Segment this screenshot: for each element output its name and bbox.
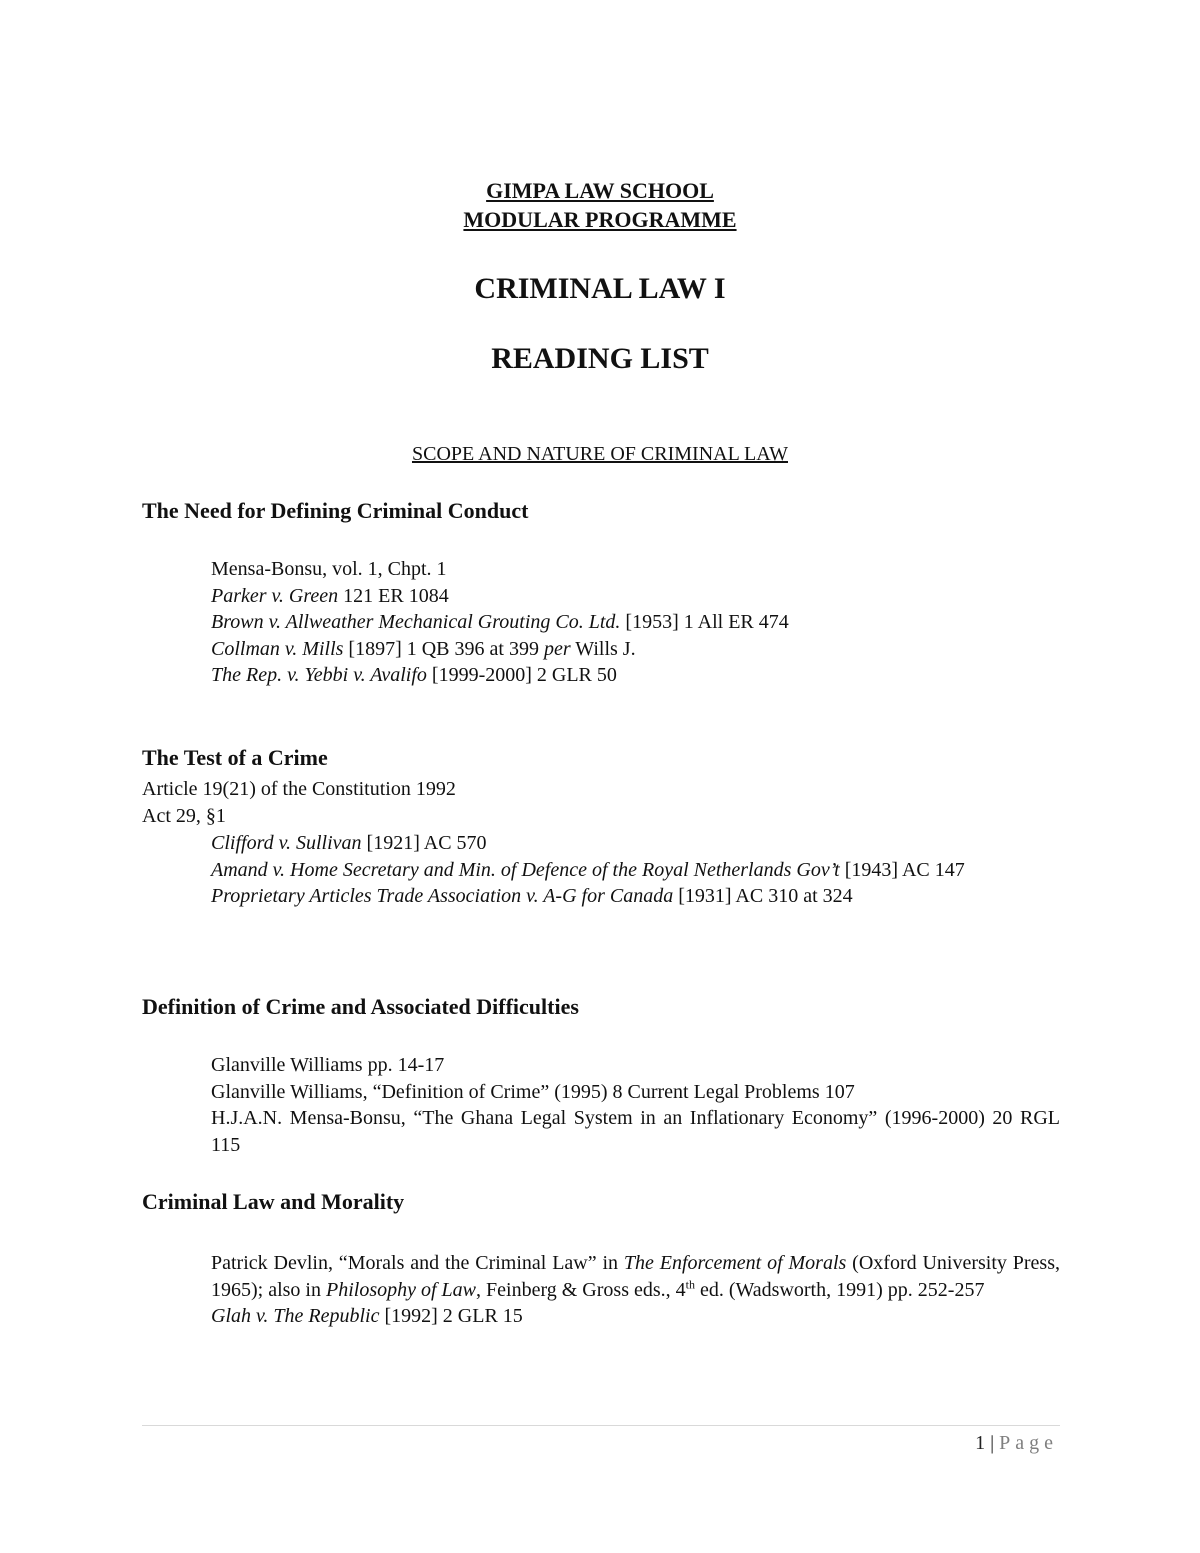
footer-divider: [142, 1425, 1060, 1426]
reading-group-definition: [211, 1052, 1060, 1158]
case-name: Amand v. Home Secretary and Min. of Defence of the Royal Netherlands Gov’t: [211, 858, 840, 881]
reading-group-need: [211, 556, 789, 689]
reading-item: Clifford v. Sullivan [1921] AC 570: [211, 832, 487, 854]
reading-list-title: READING LIST: [491, 342, 709, 375]
reading-item: Glanville Williams, “Definition of Crime” (1995) 8 Current Legal Problems 107: [211, 1080, 855, 1103]
test-statutes: [142, 776, 456, 829]
reading-item: Mensa-Bonsu, vol. 1, Chpt. 1: [211, 558, 447, 580]
scope-heading: SCOPE AND NATURE OF CRIMINAL LAW: [411, 443, 788, 465]
section-title-need: The Need for Defining Criminal Conduct: [142, 498, 529, 523]
programme-heading: MODULAR PROGRAMME: [463, 207, 737, 232]
book-title: The Enforcement of Morals: [623, 1252, 847, 1274]
case-name: Proprietary Articles Trade Association v. A-G for Canada: [211, 885, 674, 907]
page-label: Page: [999, 1432, 1058, 1454]
case-name: Collman v. Mills: [211, 637, 344, 660]
reading-item: Collman v. Mills [1897] 1 QB 396 at 399 per Wills J.: [211, 637, 636, 660]
school-heading: GIMPA LAW SCHOOL: [486, 178, 714, 203]
reading-group-test: [211, 830, 1060, 910]
reading-item: Amand v. Home Secretary and Min. of Defence of the Royal Netherlands Gov’t [1943] AC 147: [211, 858, 965, 881]
case-name: Parker v. Green: [211, 584, 339, 607]
reading-item: Proprietary Articles Trade Association v. A-G for Canada [1931] AC 310 at 324: [211, 885, 853, 907]
page-number: 1: [975, 1432, 986, 1454]
book-title: Philosophy of Law: [326, 1278, 477, 1301]
case-name: The Rep. v. Yebbi v. Avalifo: [211, 664, 427, 686]
reading-item: Glanville Williams pp. 14-17: [211, 1054, 445, 1076]
reading-group-morality: [211, 1250, 1060, 1330]
reading-item: Parker v. Green 121 ER 1084: [211, 584, 449, 607]
section-title-test: The Test of a Crime: [142, 745, 328, 770]
reading-item: Brown v. Allweather Mechanical Grouting Co. Ltd. [1953] 1 All ER 474: [211, 611, 789, 633]
reading-item: Glah v. The Republic [1992] 2 GLR 15: [211, 1305, 523, 1327]
statute-item: Act 29, §1: [142, 804, 226, 827]
section-title-morality: Criminal Law and Morality: [142, 1189, 405, 1214]
reading-item: H.J.A.N. Mensa-Bonsu, “The Ghana Legal System in an Inflationary Economy” (1996-2000) 20 RGL 115: [211, 1107, 1060, 1156]
reading-item: The Rep. v. Yebbi v. Avalifo [1999-2000] 2 GLR 50: [211, 664, 617, 686]
course-title: CRIMINAL LAW I: [474, 272, 726, 305]
case-name: Brown v. Allweather Mechanical Grouting Co. Ltd.: [211, 611, 621, 633]
reading-item: Patrick Devlin, “Morals and the Criminal Law” in The Enforcement of Morals (Oxford University Press, 1965); also in Philosophy of Law, Feinberg & Gross eds., 4th ed. (Wadsworth, 1991) pp. 252-257: [211, 1252, 1060, 1301]
section-title-definition: Definition of Crime and Associated Difficulties: [142, 994, 579, 1019]
statute-item: Article 19(21) of the Constitution 1992: [142, 778, 456, 800]
case-name: Glah v. The Republic: [211, 1305, 380, 1327]
case-name: Clifford v. Sullivan: [211, 832, 362, 854]
page-footer: 1 | Page: [975, 1432, 1058, 1454]
